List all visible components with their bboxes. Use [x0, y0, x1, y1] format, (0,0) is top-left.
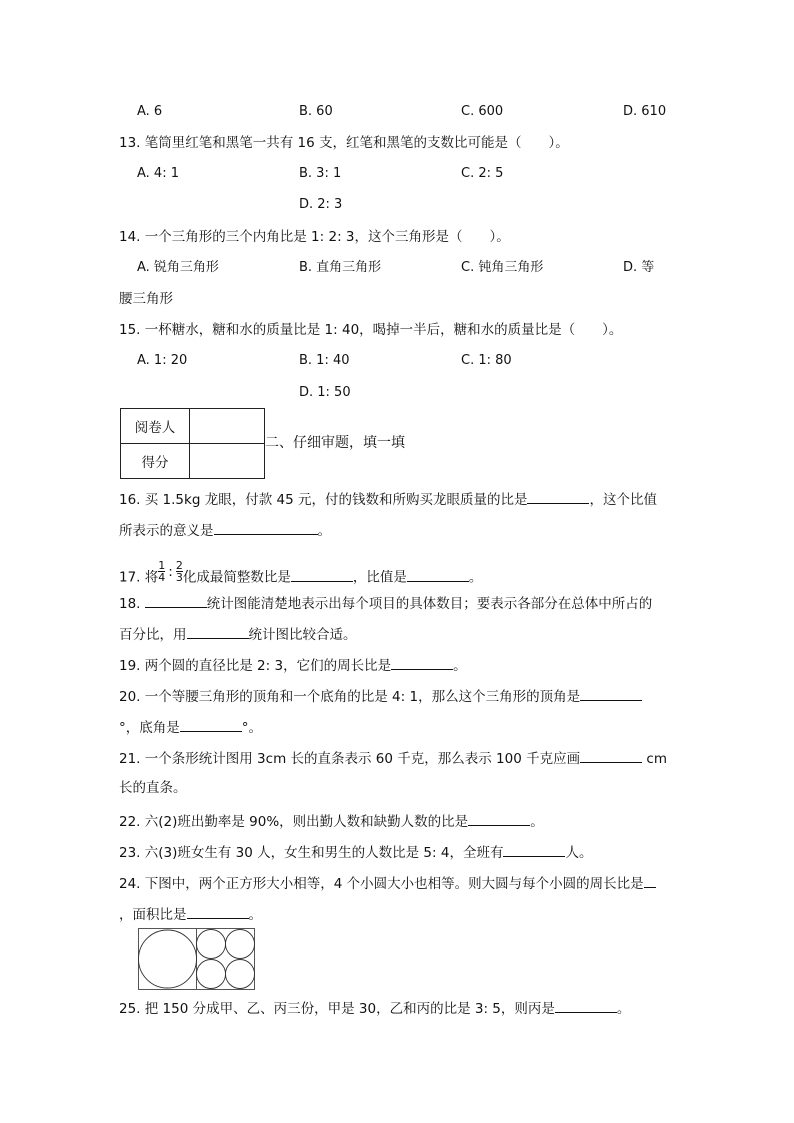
q25-blank[interactable] — [555, 998, 617, 1013]
q17-text-3: 。 — [468, 569, 483, 586]
q20-blank-1[interactable] — [580, 686, 642, 701]
small-circle — [197, 930, 226, 959]
reviewer-cell[interactable] — [190, 409, 265, 444]
q22-line — [119, 811, 544, 831]
q14-option-c: C. 钝角三角形 — [461, 260, 544, 275]
fraction-2-3 — [176, 560, 183, 583]
large-circle — [139, 930, 197, 988]
q21-text-1: 21. 一个条形统计图用 3cm 长的直条表示 60 千克，那么表示 100 千克应画 — [119, 751, 581, 767]
q22-blank[interactable] — [468, 811, 530, 826]
q17-text-1: 化成最简整数比是 — [182, 569, 291, 586]
q12-option-a: A. 6 — [137, 104, 163, 119]
q19-line — [119, 655, 467, 675]
score-cell[interactable] — [190, 444, 265, 479]
q15-text: 15. 一杯糖水，糖和水的质量比是 1: 40，喝掉一半后，糖和水的质量比是（ ）。 — [119, 322, 623, 338]
right-square — [197, 929, 255, 990]
q18-text-3: 统计图比较合适。 — [248, 627, 357, 643]
q15-option-c: C. 1: 80 — [461, 353, 512, 368]
q18-line1 — [119, 593, 652, 613]
q13-option-c: C. 2: 5 — [461, 166, 504, 181]
q17-blank-2[interactable] — [407, 567, 469, 582]
q20-blank-2[interactable] — [180, 717, 242, 732]
ratio-colon: : — [168, 563, 173, 580]
q25-text-1: 25. 把 150 分成甲、乙、丙三份，甲是 30，乙和丙的比是 3: 5，则丙是 — [119, 1001, 555, 1017]
q20-text-3: °。 — [241, 720, 262, 736]
q24-blank-2[interactable] — [187, 904, 249, 919]
q13-option-a: A. 4: 1 — [137, 166, 179, 181]
q14-option-a: A. 锐角三角形 — [137, 260, 219, 275]
q16-blank-1[interactable] — [527, 489, 589, 504]
q23-text-1: 23. 六(3)班女生有 30 人，女生和男生的人数比是 5: 4，全班有 — [119, 845, 504, 861]
small-circle — [197, 960, 226, 989]
q24-text-2: ，面积比是 — [119, 907, 187, 923]
q25-line — [119, 998, 630, 1018]
q21-line2: 长的直条。 — [119, 780, 187, 796]
score-table — [120, 408, 265, 479]
q16-blank-2[interactable] — [214, 520, 318, 535]
q19-text-1: 19. 两个圆的直径比是 2: 3，它们的周长比是 — [119, 658, 392, 674]
fraction-numerator: 1 — [158, 559, 166, 572]
q17-line — [119, 559, 483, 589]
q18-text-1: 统计图能清楚地表示出每个项目的具体数目；要表示各部分在总体中所占的 — [206, 596, 653, 612]
q17-prefix: 17. 将 — [119, 569, 159, 586]
q24-blank-1[interactable] — [644, 873, 656, 888]
reviewer-label: 阅卷人 — [121, 409, 190, 444]
q13-option-d: D. 2: 3 — [299, 197, 343, 212]
q16-text-1: 16. 买 1.5kg 龙眼，付款 45 元，付的钱数和所购买龙眼质量的比是 — [119, 492, 528, 508]
q14-text: 14. 一个三角形的三个内角比是 1: 2: 3，这个三角形是（ ）。 — [119, 229, 510, 245]
q13-option-b: B. 3: 1 — [299, 166, 342, 181]
q16-line2 — [119, 520, 331, 540]
q24-text-1: 24. 下图中，两个正方形大小相等，4 个小圆大小也相等。则大圆与每个小圆的周长比是 — [119, 876, 644, 892]
q21-line1 — [119, 748, 667, 768]
q16-text-2: ，这个比值 — [589, 492, 657, 508]
q25-text-2: 。 — [616, 1001, 631, 1017]
q24-line1 — [119, 873, 656, 893]
q23-text-2: 人。 — [565, 845, 593, 861]
q19-blank[interactable] — [391, 655, 453, 670]
q24-line2 — [119, 904, 262, 924]
score-label: 得分 — [121, 444, 190, 479]
q18-blank-2[interactable] — [187, 624, 249, 639]
q12-option-b: B. 60 — [299, 104, 333, 119]
q20-line1 — [119, 686, 642, 706]
q18-blank-1[interactable] — [145, 593, 207, 608]
fraction-denominator: 3 — [175, 571, 183, 584]
q13-text: 13. 笔筒里红笔和黑笔一共有 16 支，红笔和黑笔的支数比可能是（ ）。 — [119, 135, 569, 151]
q15-option-b: B. 1: 40 — [299, 353, 350, 368]
q17-text-2: ，比值是 — [352, 569, 407, 586]
q18-text-2: 百分比，用 — [119, 627, 187, 643]
section-title: 二、仔细审题，填一填 — [265, 435, 405, 451]
q14-option-d-wrap: 腰三角形 — [119, 291, 173, 307]
q14-option-d: D. 等 — [623, 260, 655, 275]
small-circle — [226, 930, 255, 959]
q20-line2 — [119, 717, 262, 737]
q21-blank[interactable] — [580, 748, 642, 763]
q17-blank-1[interactable] — [291, 567, 353, 582]
q22-text-2: 。 — [530, 814, 544, 830]
q19-text-2: 。 — [453, 658, 467, 674]
small-circle — [226, 960, 255, 989]
q16-line1 — [119, 489, 657, 509]
q24-text-3: 。 — [248, 907, 262, 923]
left-square — [139, 929, 197, 990]
q23-line — [119, 842, 592, 862]
q20-text-2: °，底角是 — [119, 720, 180, 736]
fraction-numerator: 2 — [175, 559, 183, 572]
q14-option-b: B. 直角三角形 — [299, 260, 382, 275]
q12-option-c: C. 600 — [461, 104, 504, 119]
q22-text-1: 22. 六(2)班出勤率是 90%，则出勤人数和缺勤人数的比是 — [119, 814, 469, 830]
q15-option-a: A. 1: 20 — [137, 353, 188, 368]
q21-text-2: cm — [642, 751, 667, 767]
q20-text-1: 20. 一个等腰三角形的顶角和一个底角的比是 4: 1，那么这个三角形的顶角是 — [119, 689, 581, 705]
q23-blank[interactable] — [503, 842, 565, 857]
q18-line2 — [119, 624, 357, 644]
fraction-denominator: 4 — [158, 571, 166, 584]
q16-text-4: 。 — [317, 523, 331, 539]
q16-text-3: 所表示的意义是 — [119, 523, 214, 539]
q12-option-d: D. 610 — [623, 104, 667, 119]
circles-in-squares-figure — [138, 928, 255, 990]
q15-option-d: D. 1: 50 — [299, 385, 351, 400]
q18-prefix: 18. — [119, 596, 145, 612]
